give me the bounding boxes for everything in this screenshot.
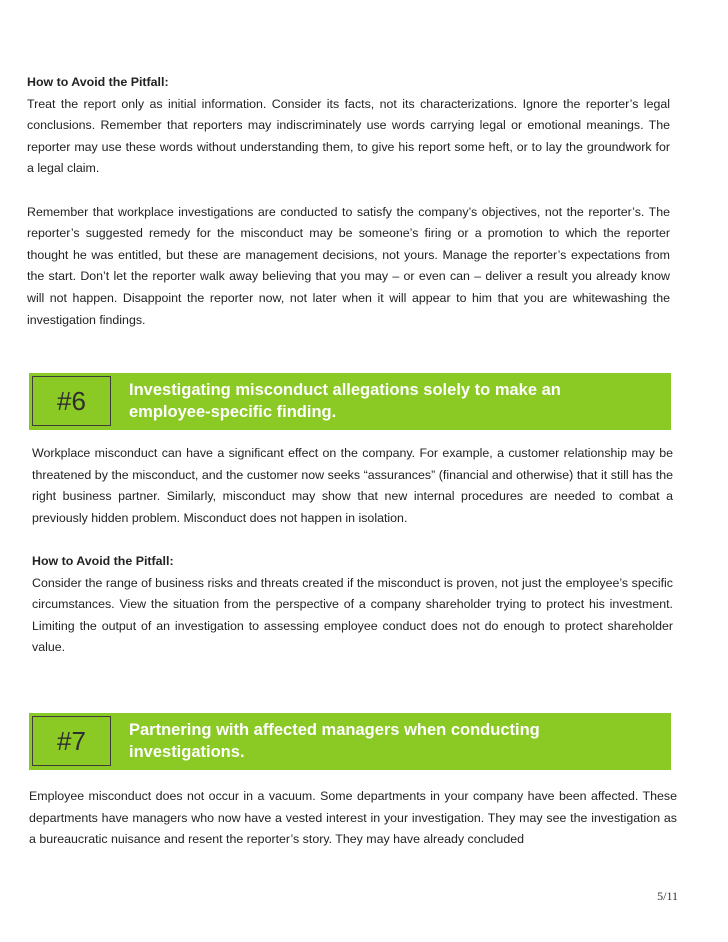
- section1-heading: How to Avoid the Pitfall:: [27, 75, 169, 89]
- section1-paragraph-1: Treat the report only as initial information. Consider its facts, not its characterizations. Ignore the reporter’s legal conclusions. Remember that reporters may indiscriminately use words carrying legal or emotional meanings. The reporter may use these words without understanding them, to give his report some heft, or to lay the groundwork for a legal claim.: [27, 96, 670, 176]
- page-number: 5/11: [657, 889, 678, 903]
- pitfall6-intro: Workplace misconduct can have a significant effect on the company. For example, a customer relationship may be threatened by the misconduct, and the customer now seeks “assurances” (financial and otherwise) that it still has the right business partner. Similarly, misconduct may show that new internal procedures are needed to combat a previously hidden problem. Misconduct does not happen in isolation.: [32, 446, 673, 525]
- pitfall7-banner: [29, 713, 671, 770]
- pitfall7-title: Partnering with affected managers when conducting investigations.: [129, 721, 540, 761]
- pitfall6-banner: [29, 373, 671, 430]
- pitfall7-block: [29, 786, 677, 851]
- pitfall7-intro: Employee misconduct does not occur in a vacuum. Some departments in your company have been affected. These departments have managers who now have a vested interest in your investigation. They may see the investigation as a bureaucratic nuisance and resent the reporter’s story. They may have already concluded: [29, 789, 677, 847]
- pitfall6-block: [32, 443, 673, 659]
- pitfall6-title: Investigating misconduct allegations solely to make an employee-specific finding.: [129, 381, 561, 421]
- section1-block: [27, 72, 670, 331]
- pitfall6-heading: How to Avoid the Pitfall:: [32, 553, 174, 568]
- pitfall6-advice: Consider the range of business risks and threats created if the misconduct is proven, not just the employee’s specific circumstances. View the situation from the perspective of a company shareholder trying to protect his investment. Limiting the output of an investigation to assessing employee conduct does not do enough to protect shareholder value.: [32, 575, 673, 655]
- section1-paragraph-2: Remember that workplace investigations are conducted to satisfy the company’s objectives, not the reporter’s. The reporter’s suggested remedy for the misconduct may be someone’s firing or a promotion to which the reporter thought he was entitled, but these are management decisions, not yours. Manage the reporter’s expectations from the start. Don’t let the reporter walk away believing that you may – or even can – deliver a result you already know will not happen. Disappoint the reporter now, not later when it will appear to him that you are whitewashing the investigation findings.: [27, 204, 670, 327]
- pitfall7-number: #7: [32, 716, 111, 766]
- pitfall6-number: #6: [32, 376, 111, 426]
